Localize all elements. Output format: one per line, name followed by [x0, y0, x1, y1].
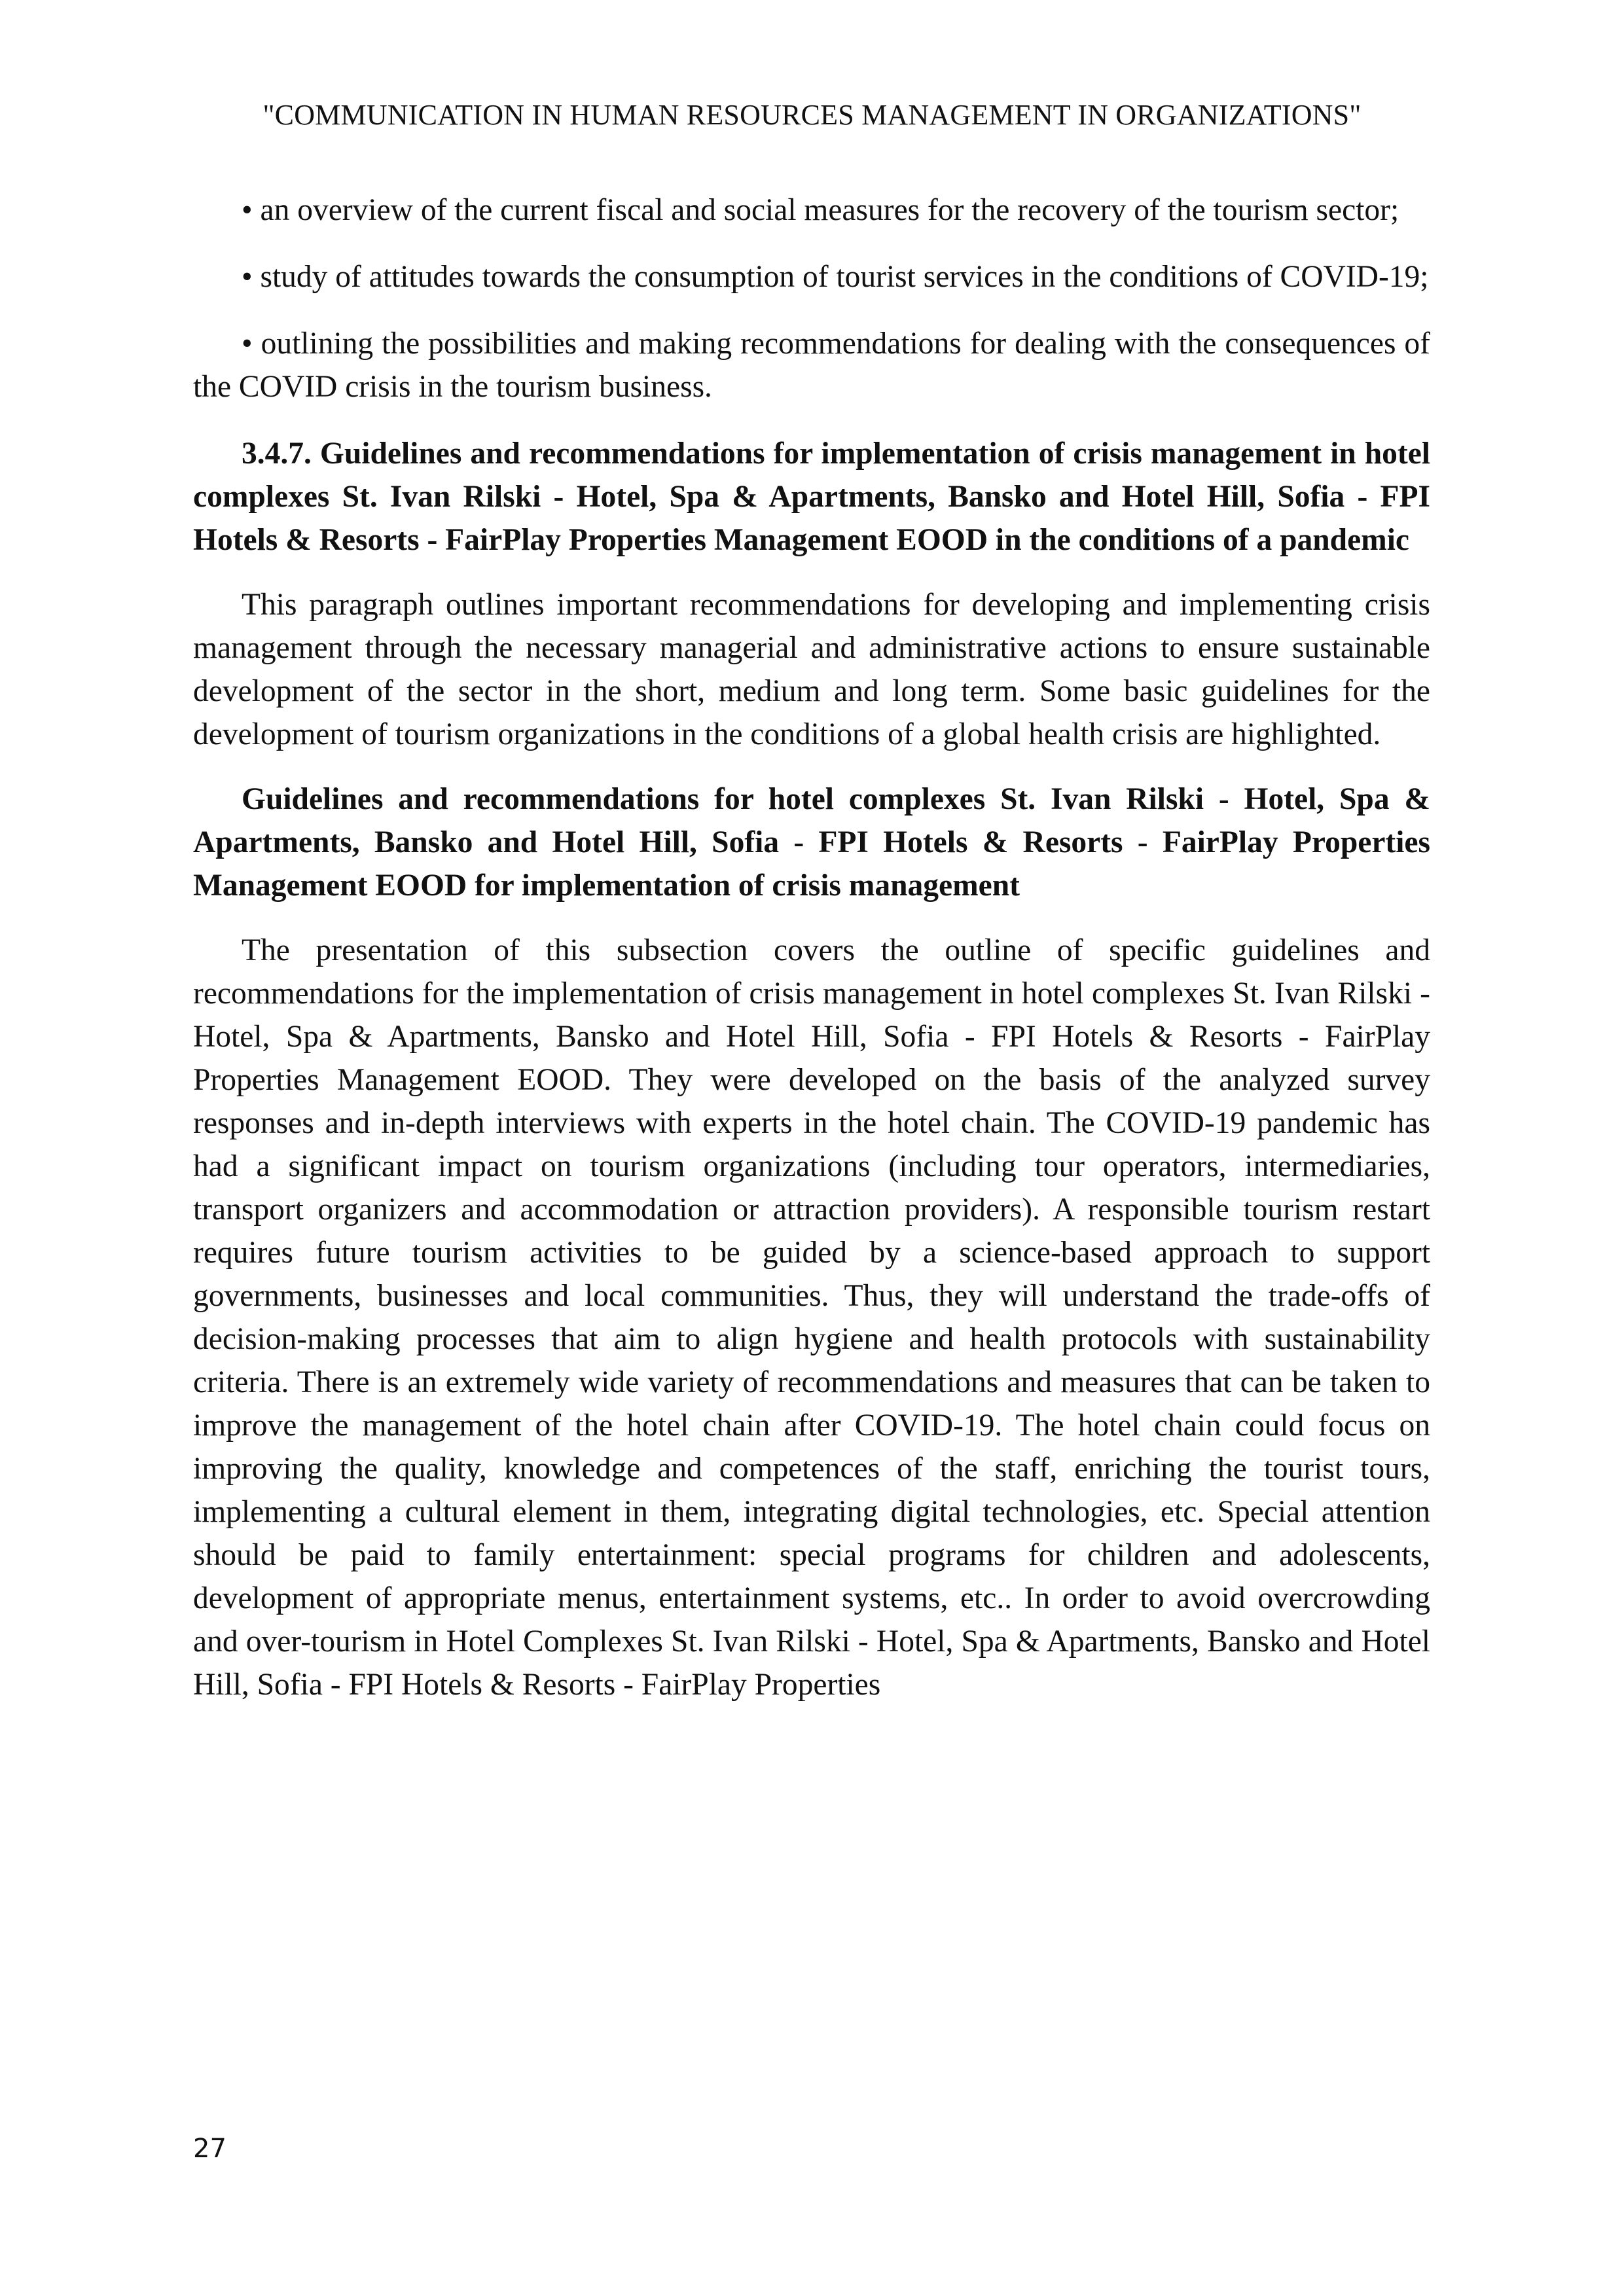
running-header: "COMMUNICATION IN HUMAN RESOURCES MANAGEMENT IN ORGANIZATIONS" [262, 99, 1362, 131]
section-heading: 3.4.7. Guidelines and recommendations for implementation of crisis management in hotel complexes St. Ivan Rilski - Hotel, Spa & Apartments, Bansko and Hotel Hill, Sofia - FPI Hotels & Resorts - FairPlay Properties Management EOOD in the conditions of a pandemic [193, 437, 1430, 557]
intro-paragraph: This paragraph outlines important recommendations for developing and implementing crisis management through the necessary managerial and administrative actions to ensure sustainable development of the sector in the short, medium and long term. Some basic guidelines for the development of tourism organizations in the conditions of a global health crisis are highlighted. [193, 588, 1430, 751]
page-body [193, 188, 1430, 1729]
page-number: 27 [193, 2134, 226, 2164]
bullet-item: • outlining the possibilities and making recommendations for dealing with the consequences of the COVID crisis in the tourism business. [193, 327, 1430, 404]
body-paragraph: The presentation of this subsection covers the outline of specific guidelines and recommendations for the implementation of crisis management in hotel complexes St. Ivan Rilski - Hotel, Spa & Apartments, Bansko and Hotel Hill, Sofia - FPI Hotels & Resorts - FairPlay Properties Management EOOD. They were developed on the basis of the analyzed survey responses and in-depth interviews with experts in the hotel chain. The COVID-19 pandemic has had a significant impact on tourism organizations (including tour operators, intermediaries, transport organizers and accommodation or attraction providers). A responsible tourism restart requires future tourism activities to be guided by a science-based approach to support governments, businesses and local communities. Thus, they will understand the trade-offs of decision-making processes that aim to align hygiene and health protocols with sustainability criteria. There is an extremely wide variety of recommendations and measures that can be taken to improve the management of the hotel chain after COVID-19. The hotel chain could focus on improving the quality, knowledge and competences of the staff, enriching the tourist tours, implementing a cultural element in them, integrating digital technologies, etc. Special attention should be paid to family entertainment: special programs for children and adolescents, development of appropriate menus, entertainment systems, etc.. In order to avoid overcrowding and over-tourism in Hotel Complexes St. Ivan Rilski - Hotel, Spa & Apartments, Bansko and Hotel Hill, Sofia - FPI Hotels & Resorts - FairPlay Properties [193, 933, 1430, 1702]
bullet-item: • an overview of the current fiscal and social measures for the recovery of the tourism sector; [242, 193, 1399, 227]
bullet-item: • study of attitudes towards the consumption of tourist services in the conditions of COVID-19; [242, 260, 1429, 294]
subsection-heading: Guidelines and recommendations for hotel complexes St. Ivan Rilski - Hotel, Spa & Apartments, Bansko and Hotel Hill, Sofia - FPI Hotels & Resorts - FairPlay Properties Management EOOD for implementation of crisis management [193, 782, 1430, 903]
